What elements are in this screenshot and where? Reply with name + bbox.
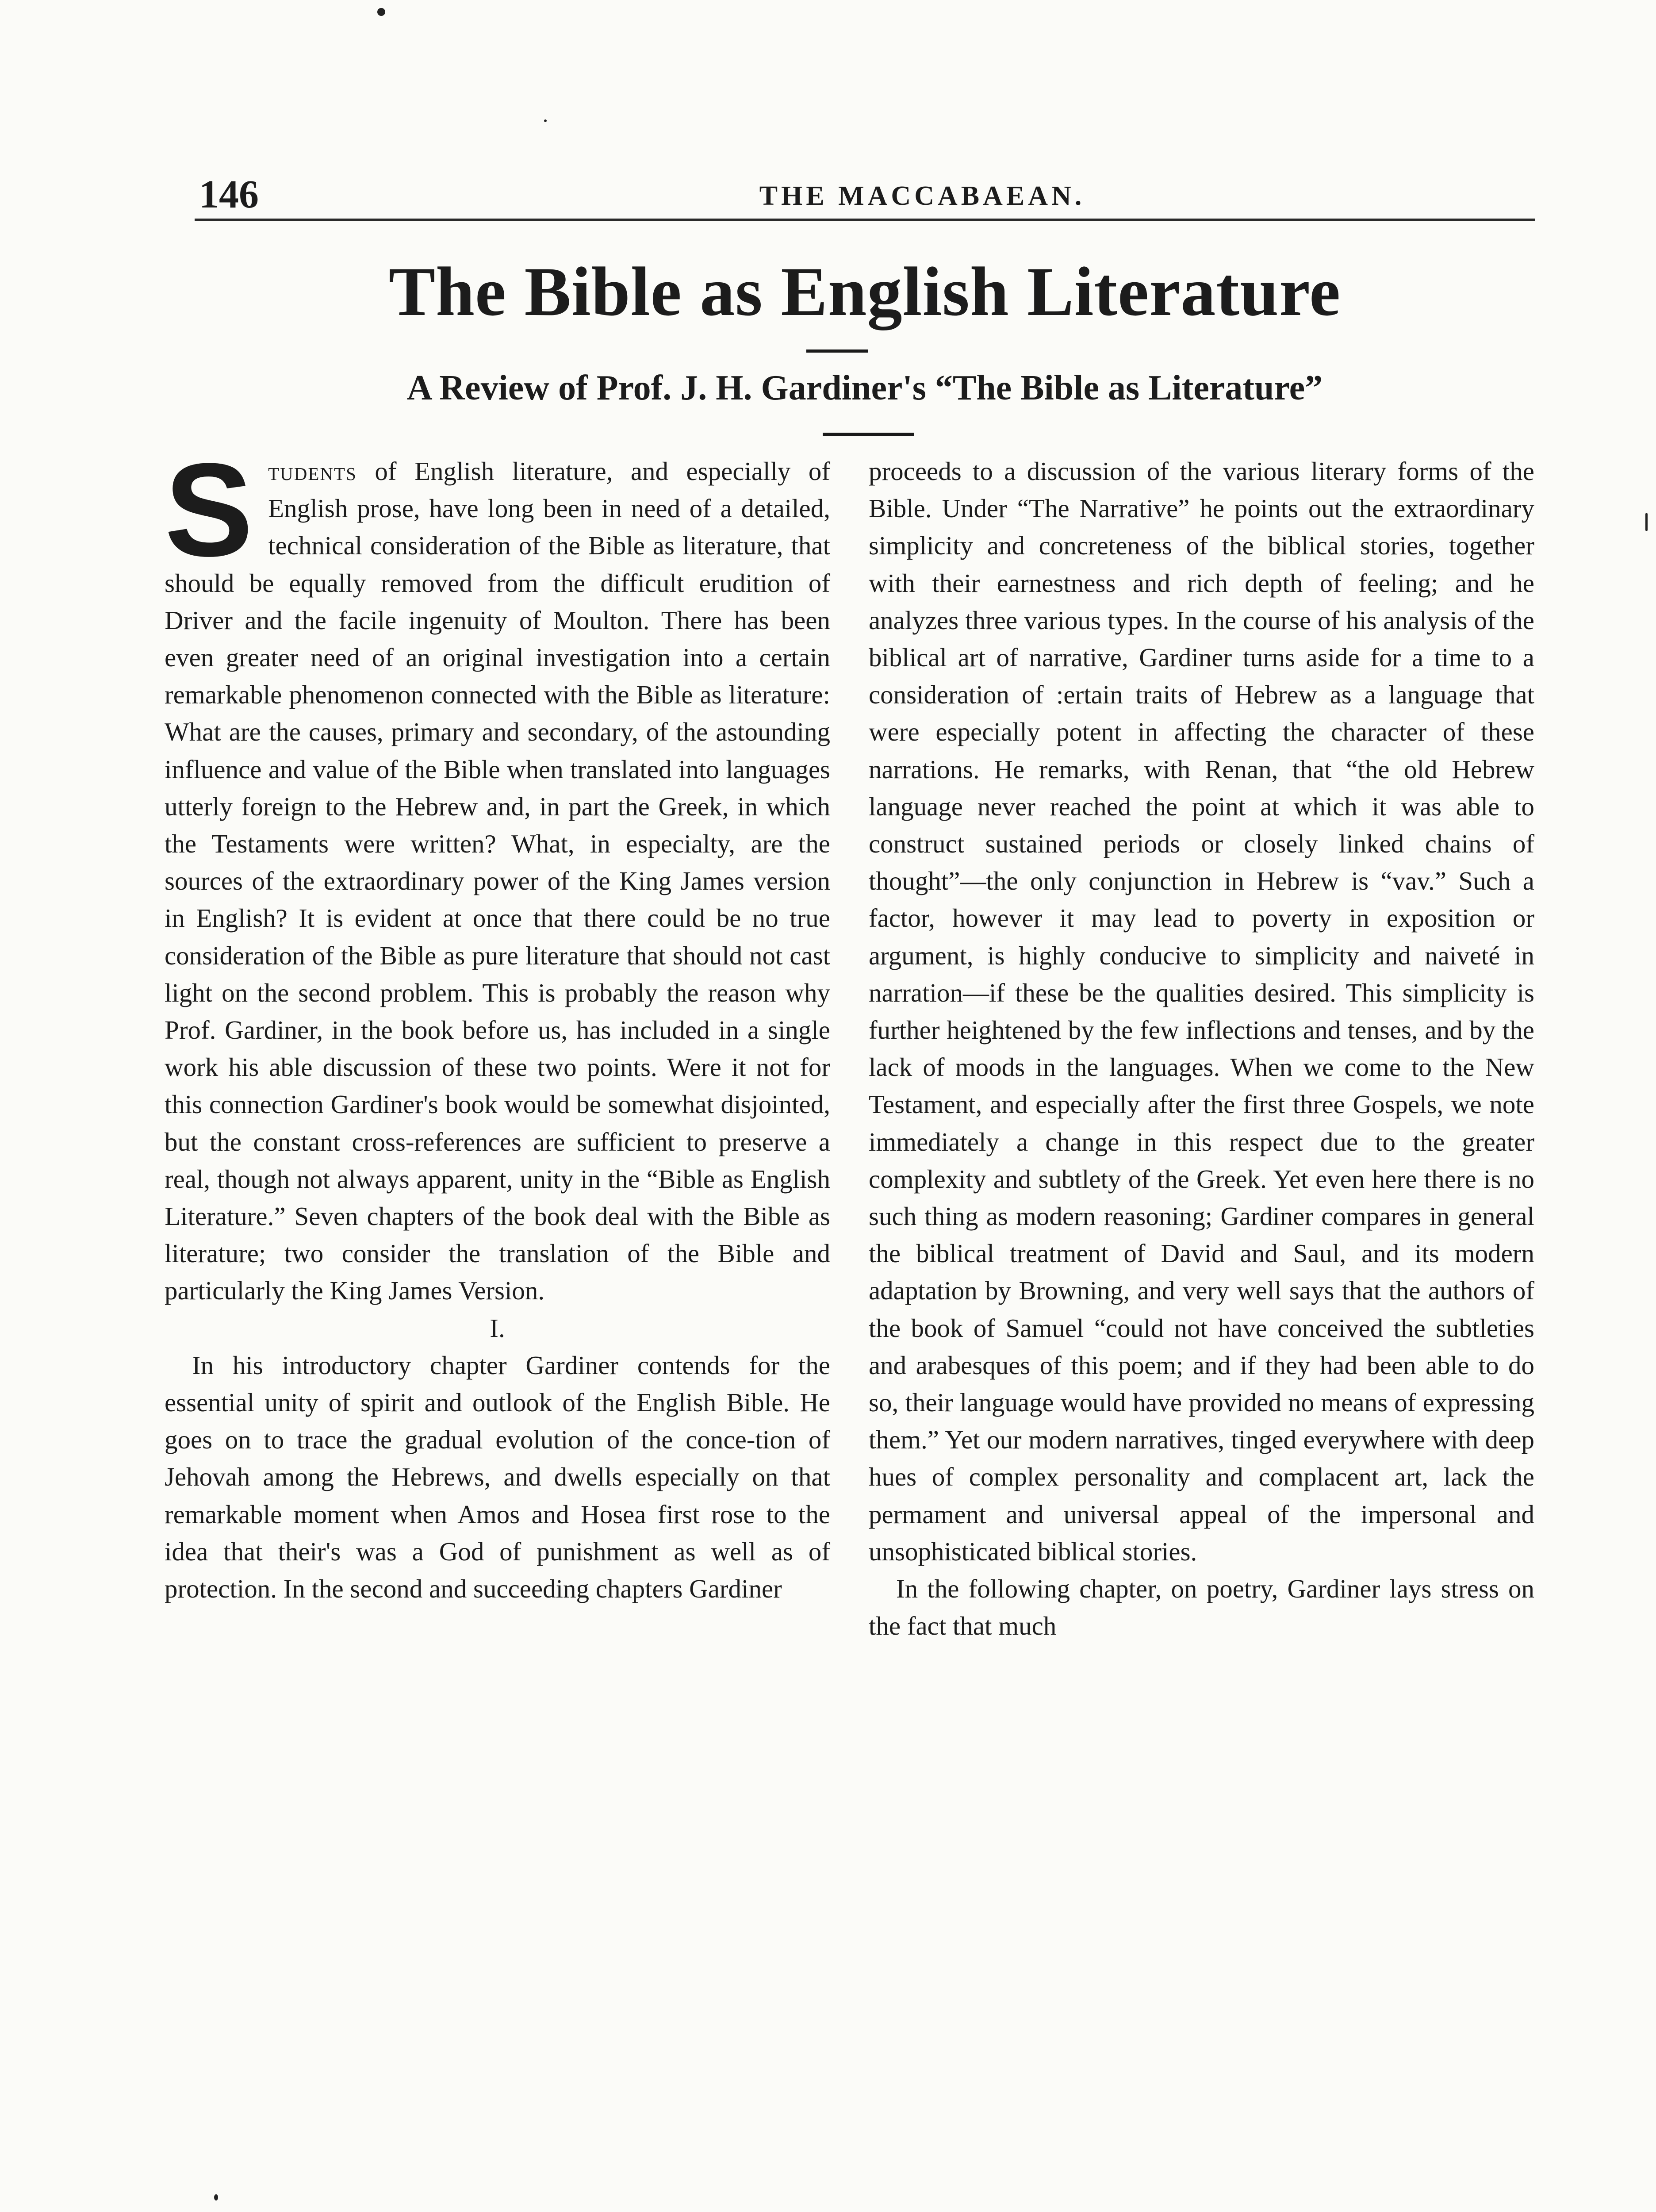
ink-speck xyxy=(544,119,547,122)
ink-speck xyxy=(214,2194,218,2200)
subtitle-rule xyxy=(823,433,914,436)
running-head xyxy=(190,170,1539,219)
article-subtitle: A Review of Prof. J. H. Gardiner's “The Bible as Literature” xyxy=(406,369,1323,407)
right-column xyxy=(869,453,1534,1645)
paragraph: In the following chapter, on poetry, Gardiner lays stress on the fact that much xyxy=(869,1574,1534,1641)
ink-speck xyxy=(1645,513,1648,531)
header-rule xyxy=(195,219,1535,221)
journal-title: THE MACCABAEAN. xyxy=(759,181,1085,211)
page-number: 146 xyxy=(199,173,259,216)
lead-caps: tudents xyxy=(268,457,357,486)
title-rule xyxy=(806,349,868,353)
paragraph: In his introductory chapter Gardiner contends for the essential unity of spirit and outlook of the English Bible. He goes on to trace the gradual evolution of the conce-tion of Jehovah among the Hebrews, and dwells especially on that remarkable moment when Amos and Hosea first rose to the idea that their's was a God of punishment as well as of protection. In the second and succeeding chapters Gardiner xyxy=(165,1350,830,1604)
drop-cap: S xyxy=(165,435,253,584)
ink-speck xyxy=(377,8,385,16)
article-title: The Bible as English Literature xyxy=(388,253,1341,330)
paragraph: proceeds to a discussion of the various literary forms of the Bible. Under “The Narrative” he points out the extraordinary simplicity and concreteness of the biblical stories, together with their earnestness and rich depth of feeling; and he analyzes three various types. In the course of his analysis of the biblical art of narrative, Gardiner turns aside for a time to a consideration of :ertain traits of Hebrew as a language that were especially potent in affecting the character of these narrations. He remarks, with Renan, that “the old Hebrew language never reached the point at which it was able to construct sustained periods or closely linked chains of thought”—the only conjunction in Hebrew is “vav.” Such a factor, however it may lead to poverty in exposition or argument, is highly conducive to simplicity and naiveté in narration—if these be the qualities desired. This simplicity is further heightened by the few inflections and tenses, and by the lack of moods in the languages. When we come to the New Testament, and especially after the first three Gospels, we note immediately a change in this respect due to the greater complexity and subtlety of the Greek. Yet even here there is no such thing as modern reasoning; Gardiner compares in general the biblical treatment of David and Saul, and its modern adaptation by Browning, and very well says that the authors of the book of Samuel “could not have conceived the subtleties and arabesques of this poem; and if they had been able to do so, their language would have provided no means of expressing them.” Yet our modern narratives, tinged everywhere with deep hues of complex personality and complacent art, lack the permament and universal appeal of the impersonal and unsophisticated biblical stories. xyxy=(869,457,1534,1566)
paragraph xyxy=(165,435,830,1310)
section-number: I. xyxy=(490,1313,505,1343)
left-column xyxy=(165,435,830,1607)
paragraph-text: of English literature, and especially of English prose, have long been in need of a detailed, technical consideration of the Bible as literature, that should be equally removed from the difficult erudition of Driver and the facile ingenuity of Moulton. There has been even greater need of an original investigation into a certain remarkable phenomenon connected with the Bible as literature: What are the causes, primary and secondary, of the astounding influence and value of the Bible when translated into languages utterly foreign to the Hebrew and, in part the Greek, in which the Testaments were written? What, in especialty, are the sources of the extraordinary power of the King James version in English? It is evident at once that there could be no true consideration of the Bible as pure literature that should not cast light on the second problem. This is probably the reason why Prof. Gardiner, in the book before us, has included in a single work his able discussion of these two points. Were it not for this connection Gardiner's book would be somewhat disjointed, but the constant cross-references are sufficient to preserve a real, though not always apparent, unity in the “Bible as English Literature.” Seven chapters of the book deal with the Bible as literature; two consider the translation of the Bible and particularly the King James Version. xyxy=(165,457,830,1306)
